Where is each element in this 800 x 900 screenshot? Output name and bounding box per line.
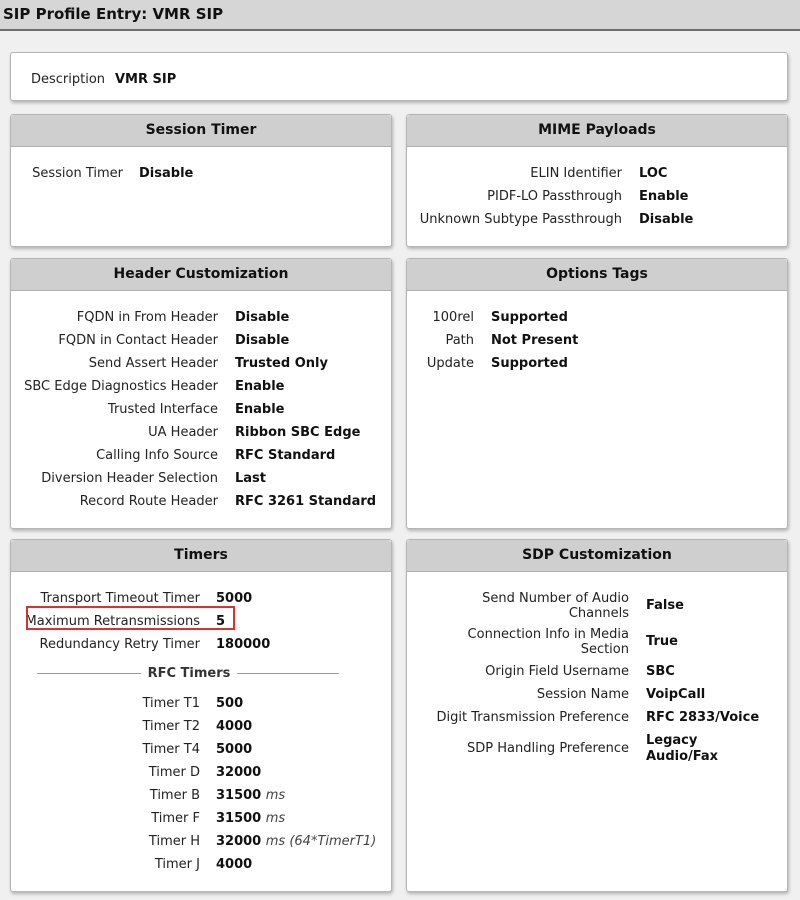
calling-info-source-value: RFC Standard bbox=[235, 448, 336, 463]
fqdn-contact-header-label: FQDN in Contact Header bbox=[58, 333, 218, 348]
timer-d-value: 32000 bbox=[216, 765, 262, 780]
timer-h-unit: ms (64*TimerT1) bbox=[265, 834, 377, 849]
timer-t1-value: 500 bbox=[216, 696, 244, 711]
description-panel bbox=[10, 52, 788, 101]
timer-j-value: 4000 bbox=[216, 857, 253, 872]
maximum-retransmissions-value: 5 bbox=[216, 614, 226, 629]
timer-t2-label: Timer T2 bbox=[142, 719, 200, 734]
session-timer-panel bbox=[10, 114, 392, 247]
mime-payloads-title: MIME Payloads bbox=[407, 115, 787, 147]
header-customization-title: Header Customization bbox=[11, 259, 391, 291]
send-assert-header-value: Trusted Only bbox=[235, 356, 328, 371]
session-timer-value: Disable bbox=[139, 166, 194, 181]
sdp-handling-preference-label: SDP Handling Preference bbox=[467, 741, 629, 756]
fqdn-contact-header-value: Disable bbox=[235, 333, 290, 348]
sdp-handling-preference-value: Legacy Audio/Fax bbox=[646, 733, 719, 764]
transport-timeout-timer-value: 5000 bbox=[216, 591, 253, 606]
timer-b-label: Timer B bbox=[149, 788, 200, 803]
digit-transmission-preference-value: RFC 2833/Voice bbox=[646, 710, 760, 725]
option-update-value: Supported bbox=[491, 356, 568, 371]
connection-info-media-section-label: Connection Info in Media Section bbox=[467, 627, 629, 657]
fqdn-from-header-label: FQDN in From Header bbox=[76, 310, 218, 325]
elin-identifier-label: ELIN Identifier bbox=[530, 166, 622, 181]
sbc-edge-diagnostics-header-label: SBC Edge Diagnostics Header bbox=[24, 379, 218, 394]
description-value: VMR SIP bbox=[115, 72, 177, 87]
ua-header-value: Ribbon SBC Edge bbox=[235, 425, 361, 440]
timer-b-value: 31500 ms bbox=[216, 788, 286, 803]
fqdn-from-header-value: Disable bbox=[235, 310, 290, 325]
redundancy-retry-timer-label: Redundancy Retry Timer bbox=[39, 637, 200, 652]
sbc-edge-diagnostics-header-value: Enable bbox=[235, 379, 285, 394]
diversion-header-selection-value: Last bbox=[235, 471, 267, 486]
sdp-customization-title: SDP Customization bbox=[407, 540, 787, 572]
timer-h-value: 32000 ms (64*TimerT1) bbox=[216, 834, 377, 849]
option-100rel-label: 100rel bbox=[432, 310, 474, 325]
trusted-interface-value: Enable bbox=[235, 402, 285, 417]
redundancy-retry-timer-value: 180000 bbox=[216, 637, 271, 652]
rfc-timers-divider-right bbox=[237, 673, 339, 674]
unknown-subtype-passthrough-value: Disable bbox=[639, 212, 694, 227]
sdp-customization-panel bbox=[406, 539, 788, 892]
option-path-value: Not Present bbox=[491, 333, 579, 348]
timer-t4-value: 5000 bbox=[216, 742, 253, 757]
timers-panel bbox=[10, 539, 392, 892]
origin-field-username-label: Origin Field Username bbox=[485, 664, 629, 679]
page-title: SIP Profile Entry: VMR SIP bbox=[3, 5, 224, 23]
ua-header-label: UA Header bbox=[148, 425, 218, 440]
timer-t2-value: 4000 bbox=[216, 719, 253, 734]
option-update-label: Update bbox=[426, 356, 474, 371]
diversion-header-selection-label: Diversion Header Selection bbox=[41, 471, 218, 486]
option-path-label: Path bbox=[445, 333, 474, 348]
send-assert-header-label: Send Assert Header bbox=[88, 356, 218, 371]
calling-info-source-label: Calling Info Source bbox=[96, 448, 218, 463]
session-name-label: Session Name bbox=[536, 687, 629, 702]
transport-timeout-timer-label: Transport Timeout Timer bbox=[40, 591, 200, 606]
trusted-interface-label: Trusted Interface bbox=[107, 402, 218, 417]
option-100rel-value: Supported bbox=[491, 310, 568, 325]
elin-identifier-value: LOC bbox=[639, 166, 668, 181]
timer-f-label: Timer F bbox=[151, 811, 200, 826]
send-number-audio-channels-label: Send Number of Audio Channels bbox=[482, 591, 629, 621]
timer-f-unit: ms bbox=[265, 811, 286, 826]
record-route-header-label: Record Route Header bbox=[79, 494, 218, 509]
session-name-value: VoipCall bbox=[646, 687, 706, 702]
timer-h-label: Timer H bbox=[148, 834, 200, 849]
rfc-timers-heading: RFC Timers bbox=[147, 666, 231, 681]
timer-d-label: Timer D bbox=[148, 765, 200, 780]
timer-t1-label: Timer T1 bbox=[142, 696, 200, 711]
unknown-subtype-passthrough-label: Unknown Subtype Passthrough bbox=[419, 212, 622, 227]
record-route-header-value: RFC 3261 Standard bbox=[235, 494, 377, 509]
connection-info-media-section-value: True bbox=[646, 634, 678, 649]
timer-t4-label: Timer T4 bbox=[142, 742, 200, 757]
send-number-audio-channels-value: False bbox=[646, 598, 684, 613]
timer-f-value: 31500 ms bbox=[216, 811, 286, 826]
timer-b-unit: ms bbox=[265, 788, 286, 803]
options-tags-title: Options Tags bbox=[407, 259, 787, 291]
maximum-retransmissions-label: Maximum Retransmissions bbox=[25, 614, 200, 629]
session-timer-label: Session Timer bbox=[32, 166, 123, 181]
header-customization-panel bbox=[10, 258, 392, 529]
title-bar bbox=[0, 0, 800, 31]
options-tags-panel bbox=[406, 258, 788, 529]
mime-payloads-panel bbox=[406, 114, 788, 247]
session-timer-title: Session Timer bbox=[11, 115, 391, 147]
rfc-timers-divider-left bbox=[37, 673, 141, 674]
pidf-lo-passthrough-label: PIDF-LO Passthrough bbox=[487, 189, 622, 204]
digit-transmission-preference-label: Digit Transmission Preference bbox=[436, 710, 629, 725]
pidf-lo-passthrough-value: Enable bbox=[639, 189, 689, 204]
timers-title: Timers bbox=[11, 540, 391, 572]
origin-field-username-value: SBC bbox=[646, 664, 675, 679]
maximum-retransmissions-highlight bbox=[26, 606, 235, 630]
description-label: Description bbox=[31, 72, 106, 87]
timer-j-label: Timer J bbox=[154, 857, 200, 872]
